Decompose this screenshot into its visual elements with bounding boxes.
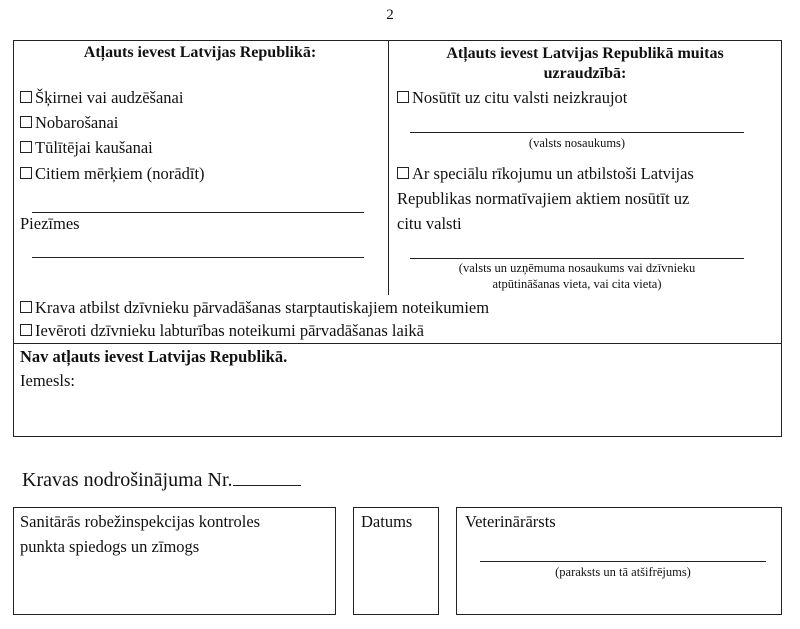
- section-divider: [13, 343, 782, 344]
- destination-line[interactable]: [410, 258, 744, 259]
- option-special-line3: citu valsti: [397, 214, 462, 233]
- reason-label: Iemesls:: [20, 371, 75, 390]
- destination-caption-line1: (valsts un uzņēmuma nosaukums vai dzīvnieku: [458, 261, 696, 275]
- notes-label: Piezīmes: [20, 214, 80, 233]
- date-label: Datums: [361, 512, 413, 531]
- option-slaughter[interactable]: [20, 138, 153, 158]
- checkbox-slaughter[interactable]: [20, 141, 32, 153]
- option-slaughter-label: Tūlītējai kaušanai: [35, 138, 153, 157]
- option-other[interactable]: [20, 164, 205, 184]
- checkbox-breeding[interactable]: [20, 91, 32, 103]
- checkbox-transit[interactable]: [397, 91, 409, 103]
- option-special-order[interactable]: [397, 164, 694, 184]
- other-purpose-line[interactable]: [32, 212, 364, 213]
- checkbox-transport-rules[interactable]: [20, 301, 32, 313]
- destination-caption-line2: atpūtināšanas vieta, vai cita vieta): [492, 277, 662, 291]
- option-special-line2: Republikas normatīvajiem aktiem nosūtīt uz: [397, 189, 690, 208]
- option-special-line1: Ar speciālu rīkojumu un atbilstoši Latvijas: [412, 164, 694, 183]
- cargo-security-label: Kravas nodrošinājuma Nr.: [22, 469, 233, 491]
- checkbox-other[interactable]: [20, 167, 32, 179]
- customs-title-line2: uzraudzībā:: [543, 65, 627, 82]
- option-transit[interactable]: [397, 88, 627, 108]
- checkbox-fattening[interactable]: [20, 116, 32, 128]
- rejected-title: Nav atļauts ievest Latvijas Republikā.: [20, 347, 288, 366]
- option-fattening[interactable]: [20, 113, 118, 133]
- cargo-security-number: [22, 467, 301, 492]
- option-other-label: Citiem mērķiem (norādīt): [35, 164, 205, 183]
- compliance-welfare[interactable]: [20, 321, 424, 341]
- checkbox-welfare-rules[interactable]: [20, 324, 32, 336]
- signature-caption: (paraksts un tā atšifrējums): [555, 565, 691, 579]
- checkbox-special-order[interactable]: [397, 167, 409, 179]
- compliance-transport-label: Krava atbilst dzīvnieku pārvadāšanas starptautiskajiem noteikumiem: [35, 298, 490, 317]
- allowed-import-title: Atļauts ievest Latvijas Republikā:: [83, 44, 317, 61]
- option-breeding[interactable]: [20, 88, 183, 108]
- country-line[interactable]: [410, 132, 744, 133]
- veterinarian-label: Veterinārārsts: [465, 512, 556, 531]
- option-transit-label: Nosūtīt uz citu valsti neizkraujot: [412, 88, 628, 107]
- column-divider: [388, 40, 389, 295]
- stamp-line2: punkta spiedogs un zīmogs: [20, 537, 200, 556]
- option-fattening-label: Nobarošanai: [35, 113, 119, 132]
- stamp-line1: Sanitārās robežinspekcijas kontroles: [20, 512, 261, 531]
- compliance-welfare-label: Ievēroti dzīvnieku labturības noteikumi pārvadāšanas laikā: [35, 321, 424, 340]
- signature-line[interactable]: [480, 561, 766, 562]
- country-caption: (valsts nosaukums): [528, 136, 626, 150]
- page-number: 2: [386, 7, 394, 23]
- compliance-transport[interactable]: [20, 298, 489, 318]
- customs-import-title: [396, 44, 774, 84]
- option-breeding-label: Šķirnei vai audzēšanai: [35, 88, 184, 107]
- cargo-security-field[interactable]: [233, 467, 301, 486]
- customs-title-line1: Atļauts ievest Latvijas Republikā muitas: [446, 45, 724, 62]
- notes-line[interactable]: [32, 257, 364, 258]
